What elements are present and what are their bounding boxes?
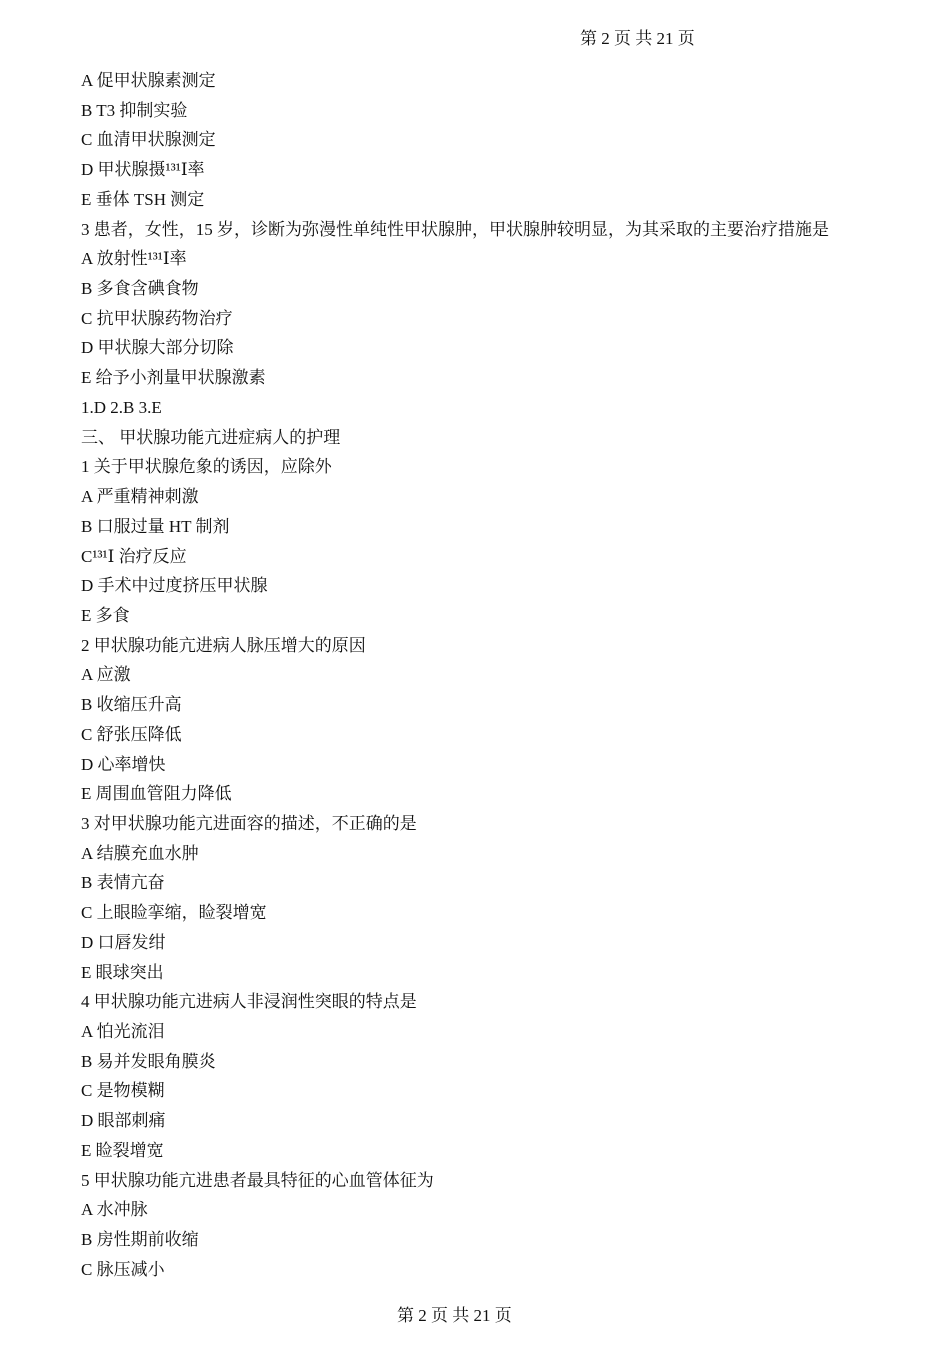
text-line: E 周围血管阻力降低 — [81, 784, 232, 804]
text-line: E 垂体 TSH 测定 — [81, 189, 205, 209]
page-header: 第 2 页 共 21 页 — [580, 29, 695, 48]
text-line: B 表情亢奋 — [81, 873, 165, 893]
text-line: A 结膜充血水肿 — [81, 843, 199, 863]
text-line: A 怕光流泪 — [81, 1022, 165, 1041]
text-line: C¹³¹Ⅰ 治疗反应 — [81, 546, 187, 566]
text-line: D 眼部刺痛 — [81, 1111, 166, 1131]
text-line: B 口服过量 HT 制剂 — [81, 516, 230, 536]
text-line: D 甲状腺摄¹³¹Ⅰ率 — [81, 160, 205, 180]
text-line: A 应激 — [81, 665, 131, 685]
question-line: 2 甲状腺功能亢进病人脉压增大的原因 — [81, 635, 366, 655]
text-line: C 是物模糊 — [81, 1081, 165, 1101]
text-line: B 房性期前收缩 — [81, 1230, 199, 1250]
text-line: E 睑裂增宽 — [81, 1140, 164, 1160]
page-footer: 第 2 页 共 21 页 — [397, 1306, 512, 1325]
text-line: E 给予小剂量甲状腺激素 — [81, 368, 266, 388]
text-line: A 严重精神刺激 — [81, 487, 199, 507]
text-line: E 多食 — [81, 605, 130, 625]
text-line: E 眼球突出 — [81, 962, 164, 982]
text-line: B 多食含碘食物 — [81, 279, 199, 299]
text-line: D 手术中过度挤压甲状腺 — [81, 576, 268, 596]
question-line: 1 关于甲状腺危象的诱因，应除外 — [81, 457, 332, 477]
question-line: 3 患者，女性，15 岁，诊断为弥漫性单纯性甲状腺肿，甲状腺肿较明显，为其采取的主要治疗措施是 — [81, 219, 829, 239]
text-line: D 甲状腺大部分切除 — [81, 338, 234, 358]
text-line: B T3 抑制实验 — [81, 100, 188, 120]
document-body — [81, 66, 881, 1284]
answer-key: 1.D 2.B 3.E — [81, 397, 162, 417]
question-line: 4 甲状腺功能亢进病人非浸润性突眼的特点是 — [81, 992, 417, 1012]
text-line: A 放射性¹³¹Ⅰ率 — [81, 249, 187, 269]
text-line: C 抗甲状腺药物治疗 — [81, 308, 233, 328]
text-line: B 易并发眼角膜炎 — [81, 1051, 216, 1071]
section-heading: 三、 甲状腺功能亢进症病人的护理 — [81, 427, 341, 447]
text-line: A 促甲状腺素测定 — [81, 71, 216, 90]
text-line: D 口唇发绀 — [81, 932, 166, 952]
question-line: 5 甲状腺功能亢进患者最具特征的心血管体征为 — [81, 1170, 434, 1190]
text-line: C 舒张压降低 — [81, 724, 182, 744]
text-line: C 血清甲状腺测定 — [81, 130, 216, 150]
question-line: 3 对甲状腺功能亢进面容的描述，不正确的是 — [81, 813, 417, 833]
text-line: C 脉压减小 — [81, 1259, 165, 1279]
text-line: D 心率增快 — [81, 754, 166, 774]
text-line: C 上眼睑挛缩，睑裂增宽 — [81, 903, 267, 923]
text-line: B 收缩压升高 — [81, 695, 182, 715]
text-line: A 水冲脉 — [81, 1200, 148, 1220]
